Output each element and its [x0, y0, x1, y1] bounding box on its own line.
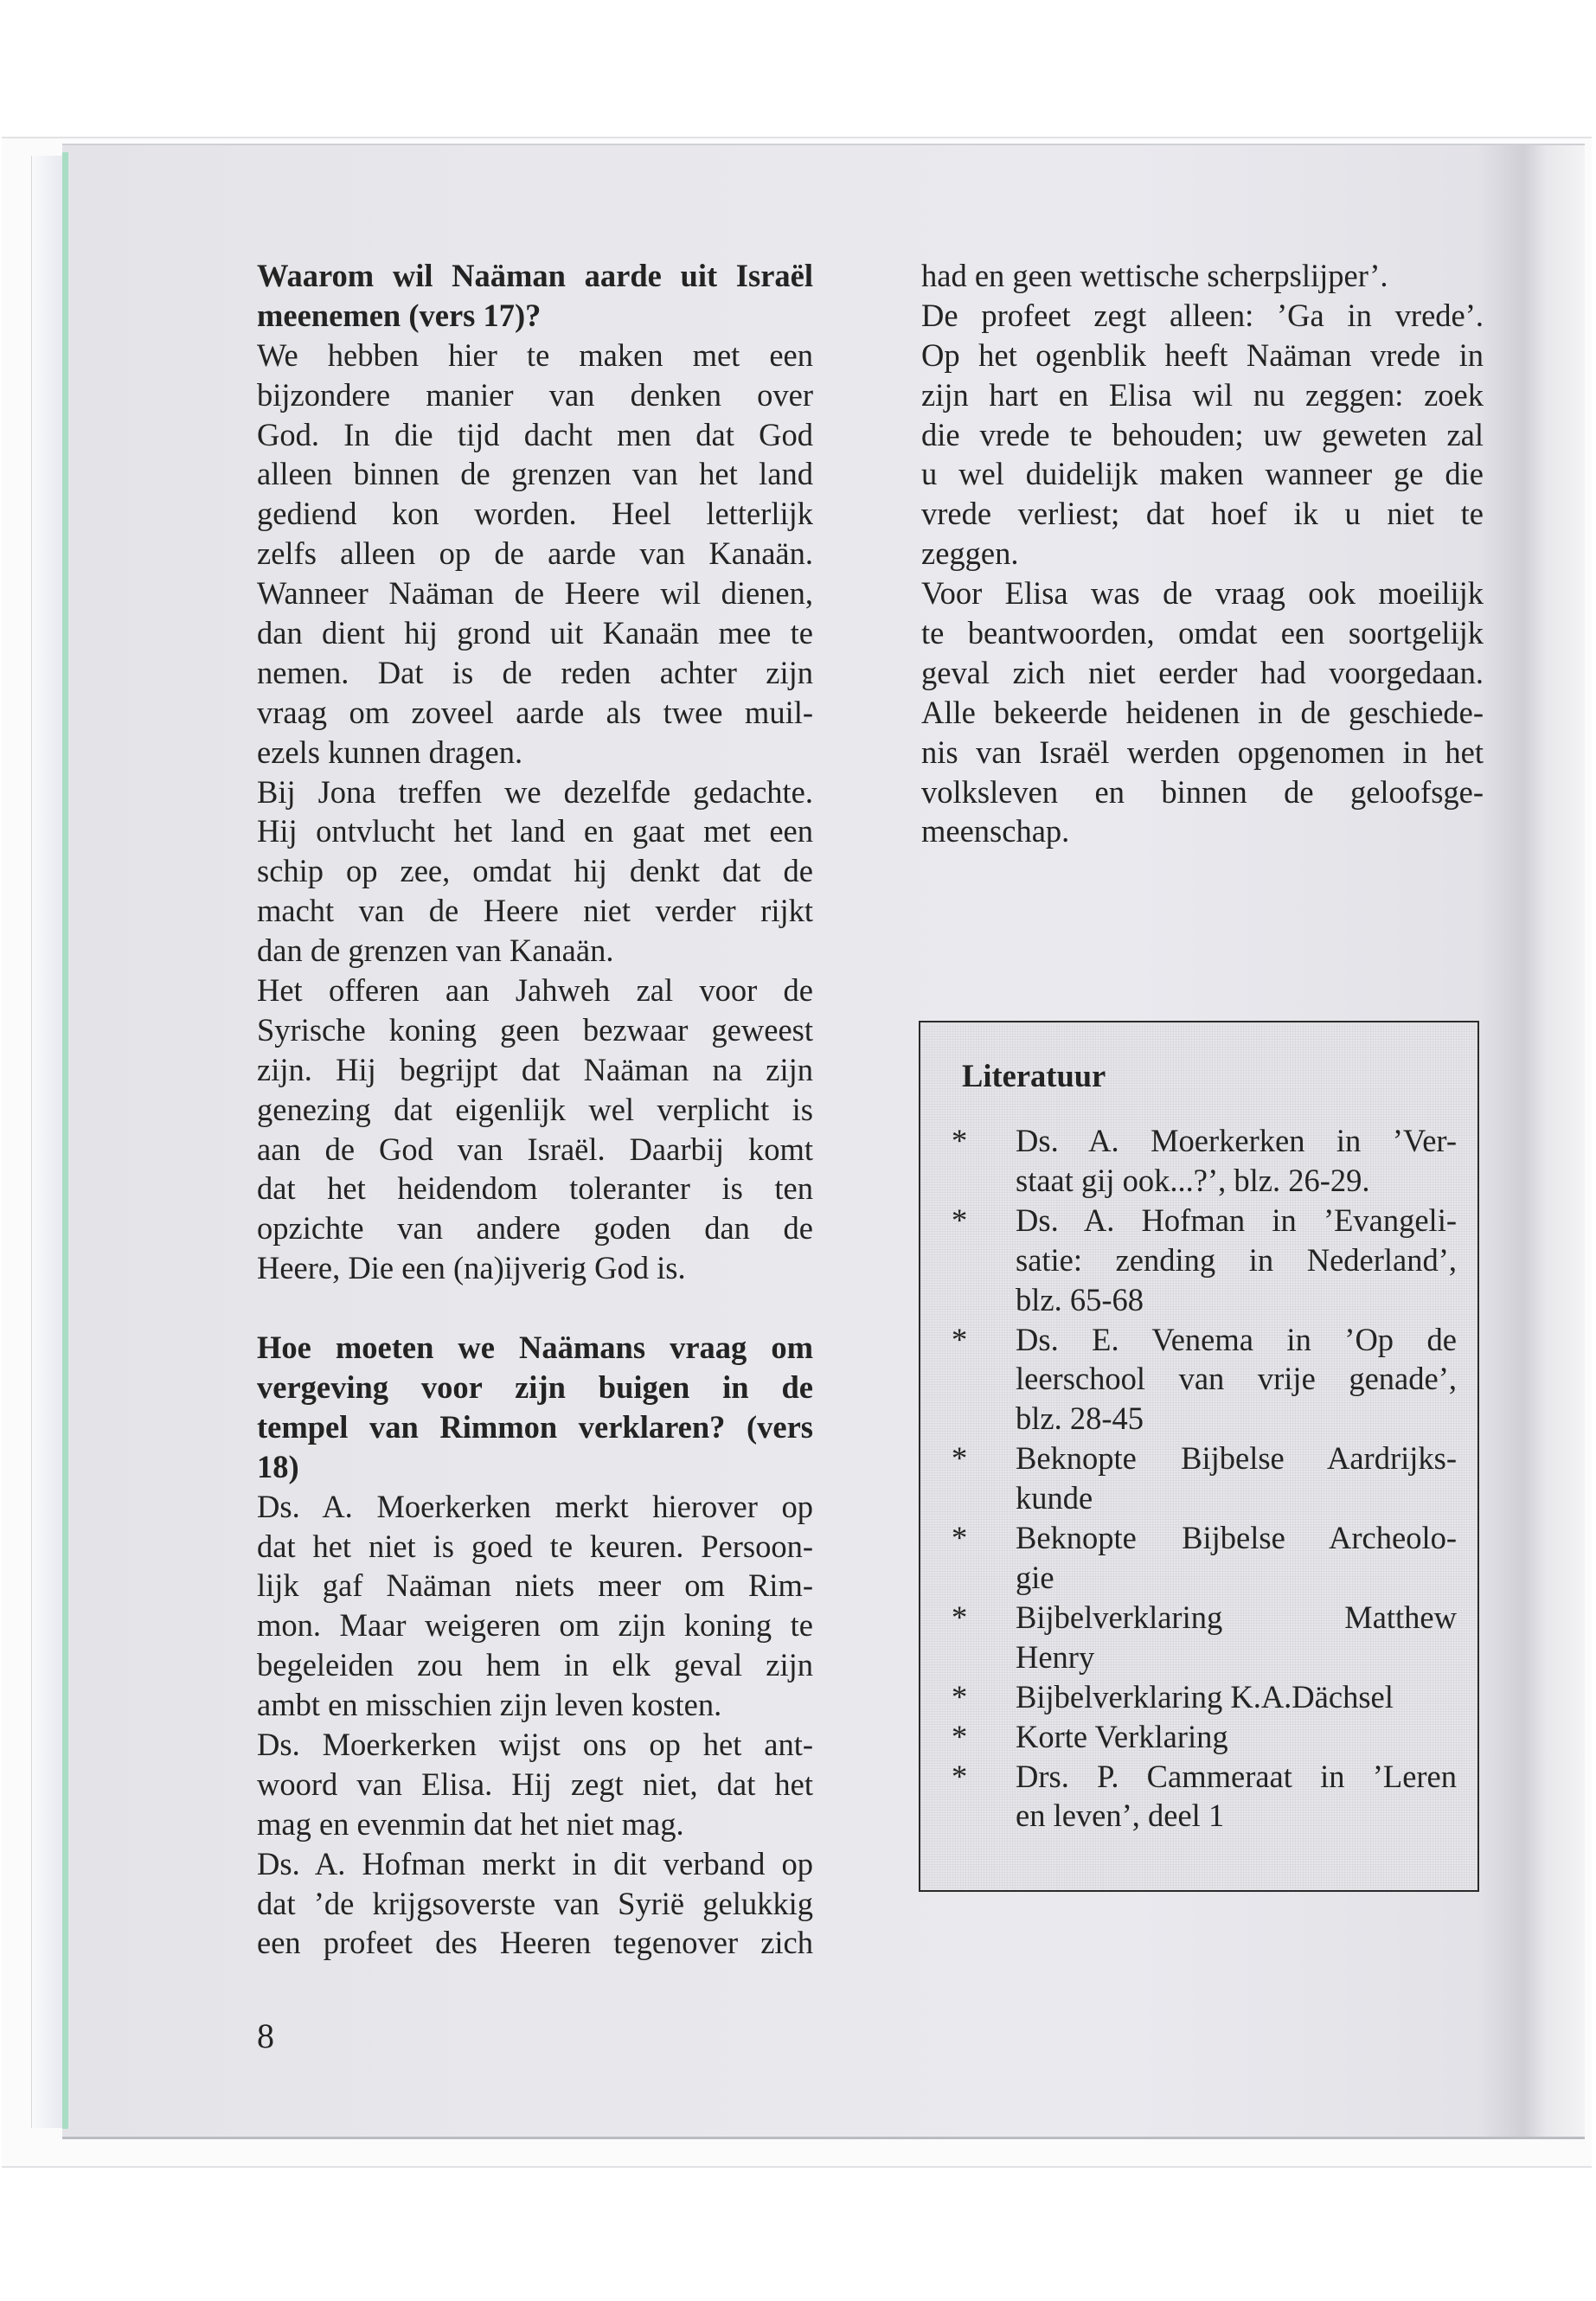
- literature-item-line: gie: [1016, 1559, 1054, 1595]
- literature-item-line: Korte Verklaring: [1016, 1718, 1228, 1754]
- literature-box: [919, 1021, 1479, 1892]
- text-line: nemen. Dat is de reden achter zijn: [257, 654, 813, 690]
- text-line: Syrische koning geen bezwaar geweest: [257, 1011, 813, 1048]
- literature-item-line: Bijbelverklaring Matthew: [1016, 1599, 1457, 1635]
- text-line: zeggen.: [921, 535, 1019, 572]
- literature-item-line: Ds. A. Hofman in ’Evangeli-: [1016, 1202, 1457, 1238]
- text-line: gediend kon worden. Heel letterlijk: [257, 496, 813, 532]
- literature-item: [946, 1518, 1457, 1598]
- text-line: dat het niet is goed te keuren. Persoon-: [257, 1528, 813, 1564]
- asterisk-bullet-icon: *: [952, 1440, 968, 1477]
- section-heading-line: vergeving voor zijn buigen in de: [257, 1368, 813, 1405]
- asterisk-bullet-icon: *: [952, 1520, 968, 1556]
- text-line: dat ’de krijgsoverste van Syrië gelukkig: [257, 1885, 813, 1921]
- asterisk-bullet-icon: *: [952, 1123, 968, 1158]
- literature-item-line: blz. 65-68: [1016, 1281, 1144, 1317]
- literature-item-line: Ds. A. Moerkerken in ’Ver-: [1016, 1123, 1457, 1158]
- page-stack-edge: [31, 156, 67, 2128]
- asterisk-bullet-icon: *: [952, 1718, 968, 1754]
- text-line: Bij Jona treffen we dezelfde gedachte.: [257, 773, 813, 810]
- text-line: vrede verliest; dat hoef ik u niet te: [921, 496, 1484, 532]
- literature-item: [946, 1598, 1457, 1677]
- page-number: 8: [257, 2016, 274, 2055]
- text-line: We hebben hier te maken met een: [257, 336, 813, 373]
- text-line: geval zich niet eerder had voorgedaan.: [921, 654, 1484, 690]
- literature-item-line: blz. 28-45: [1016, 1400, 1144, 1437]
- text-line: lijk gaf Naäman niets meer om Rim-: [257, 1567, 813, 1604]
- text-line: Op het ogenblik heeft Naäman vrede in: [921, 336, 1484, 373]
- text-line: macht van de Heere niet verder rijkt: [257, 893, 813, 929]
- literature-item-line: Ds. E. Venema in ’Op de: [1016, 1321, 1457, 1357]
- text-line: Wanneer Naäman de Heere wil dienen,: [257, 575, 813, 612]
- text-line: nis van Israël werden opgenomen in het: [921, 734, 1484, 770]
- literature-item-line: satie: zending in Nederland’,: [1016, 1241, 1457, 1278]
- literature-item: [946, 1121, 1457, 1201]
- literature-item: [946, 1439, 1457, 1518]
- literature-item-line: Beknopte Bijbelse Archeolo-: [1016, 1520, 1457, 1556]
- literature-item: [946, 1757, 1457, 1836]
- literature-list: [946, 1121, 1457, 1836]
- left-column: [257, 256, 813, 1963]
- asterisk-bullet-icon: *: [952, 1678, 968, 1715]
- text-line: schip op zee, omdat hij denkt dat de: [257, 853, 813, 889]
- text-line: dan dient hij grond uit Kanaän mee te: [257, 615, 813, 651]
- blank-line: [257, 1288, 813, 1328]
- literature-item-line: en leven’, deel 1: [1016, 1798, 1225, 1834]
- literature-item-line: Bijbelverklaring K.A.Dächsel: [1016, 1678, 1394, 1715]
- asterisk-bullet-icon: *: [952, 1599, 968, 1635]
- text-line: genezing dat eigenlijk wel verplicht is: [257, 1091, 813, 1127]
- literature-item-line: staat gij ook...?’, blz. 26-29.: [1016, 1162, 1370, 1198]
- text-line: ambt en misschien zijn leven kosten.: [257, 1687, 722, 1723]
- text-line: Ds. A. Hofman merkt in dit verband op: [257, 1845, 813, 1881]
- text-line: volksleven en binnen de geloofsge-: [921, 773, 1484, 810]
- text-line: Heere, Die een (na)ijverig God is.: [257, 1250, 686, 1286]
- literature-title: Literatuur: [962, 1058, 1106, 1093]
- section-heading-line: meenemen (vers 17)?: [257, 297, 542, 333]
- text-line: die vrede te behouden; uw geweten zal: [921, 416, 1484, 452]
- text-line: dat het heidendom toleranter is ten: [257, 1170, 813, 1207]
- text-line: De profeet zegt alleen: ’Ga in vrede’.: [921, 297, 1484, 333]
- literature-item: [946, 1201, 1457, 1320]
- asterisk-bullet-icon: *: [952, 1758, 968, 1794]
- text-line: mag en evenmin dat het niet mag.: [257, 1805, 684, 1842]
- text-line: zijn. Hij begrijpt dat Naäman na zijn: [257, 1051, 813, 1087]
- text-line: aan de God van Israël. Daarbij komt: [257, 1131, 813, 1167]
- literature-item-line: kunde: [1016, 1480, 1093, 1516]
- text-line: vraag om zoveel aarde als twee muil-: [257, 694, 813, 730]
- text-line: begeleiden zou hem in elk geval zijn: [257, 1647, 813, 1683]
- text-line: Hij ontvlucht het land en gaat met een: [257, 813, 813, 849]
- text-line: te beantwoorden, omdat een soortgelijk: [921, 615, 1484, 651]
- text-line: Ds. A. Moerkerken merkt hierover op: [257, 1488, 813, 1524]
- text-line: zijn hart en Elisa wil nu zeggen: zoek: [921, 376, 1484, 413]
- literature-item-line: leerschool van vrije genade’,: [1016, 1361, 1457, 1397]
- text-line: bijzondere manier van denken over: [257, 376, 813, 413]
- literature-item-line: Beknopte Bijbelse Aardrijks-: [1016, 1440, 1457, 1477]
- text-line: opzichte van andere goden dan de: [257, 1210, 813, 1247]
- section-heading-line: tempel van Rimmon verklaren? (vers: [257, 1408, 813, 1445]
- cover-edge: [62, 152, 68, 2129]
- text-line: had en geen wettische scherpslijper’.: [921, 258, 1388, 293]
- text-line: ezels kunnen dragen.: [257, 734, 523, 770]
- text-line: Het offeren aan Jahweh zal voor de: [257, 972, 813, 1009]
- right-column: [921, 256, 1484, 851]
- section-heading-line: 18): [257, 1448, 299, 1484]
- text-line: Alle bekeerde heidenen in de geschiede-: [921, 694, 1484, 730]
- literature-item: [946, 1320, 1457, 1439]
- text-line: woord van Elisa. Hij zegt niet, dat het: [257, 1766, 813, 1802]
- section-heading-line: Waarom wil Naäman aarde uit Israël: [257, 258, 813, 293]
- text-line: God. In die tijd dacht men dat God: [257, 416, 813, 452]
- text-line: zelfs alleen op de aarde van Kanaän.: [257, 535, 813, 572]
- text-line: u wel duidelijk maken wanneer ge die: [921, 456, 1484, 492]
- text-line: dan de grenzen van Kanaän.: [257, 933, 614, 969]
- asterisk-bullet-icon: *: [952, 1202, 968, 1238]
- text-line: mon. Maar weigeren om zijn koning te: [257, 1607, 813, 1644]
- literature-item: [946, 1717, 1457, 1757]
- asterisk-bullet-icon: *: [952, 1321, 968, 1357]
- text-line: Voor Elisa was de vraag ook moeilijk: [921, 575, 1484, 612]
- text-line: alleen binnen de grenzen van het land: [257, 456, 813, 492]
- section-heading-line: Hoe moeten we Naämans vraag om: [257, 1330, 813, 1366]
- literature-item-line: Henry: [1016, 1638, 1095, 1675]
- text-line: Ds. Moerkerken wijst ons op het ant-: [257, 1726, 813, 1762]
- literature-item-line: Drs. P. Cammeraat in ’Leren: [1016, 1758, 1457, 1794]
- text-line: een profeet des Heeren tegenover zich: [257, 1925, 813, 1961]
- text-line: meenschap.: [921, 813, 1070, 849]
- literature-item: [946, 1677, 1457, 1717]
